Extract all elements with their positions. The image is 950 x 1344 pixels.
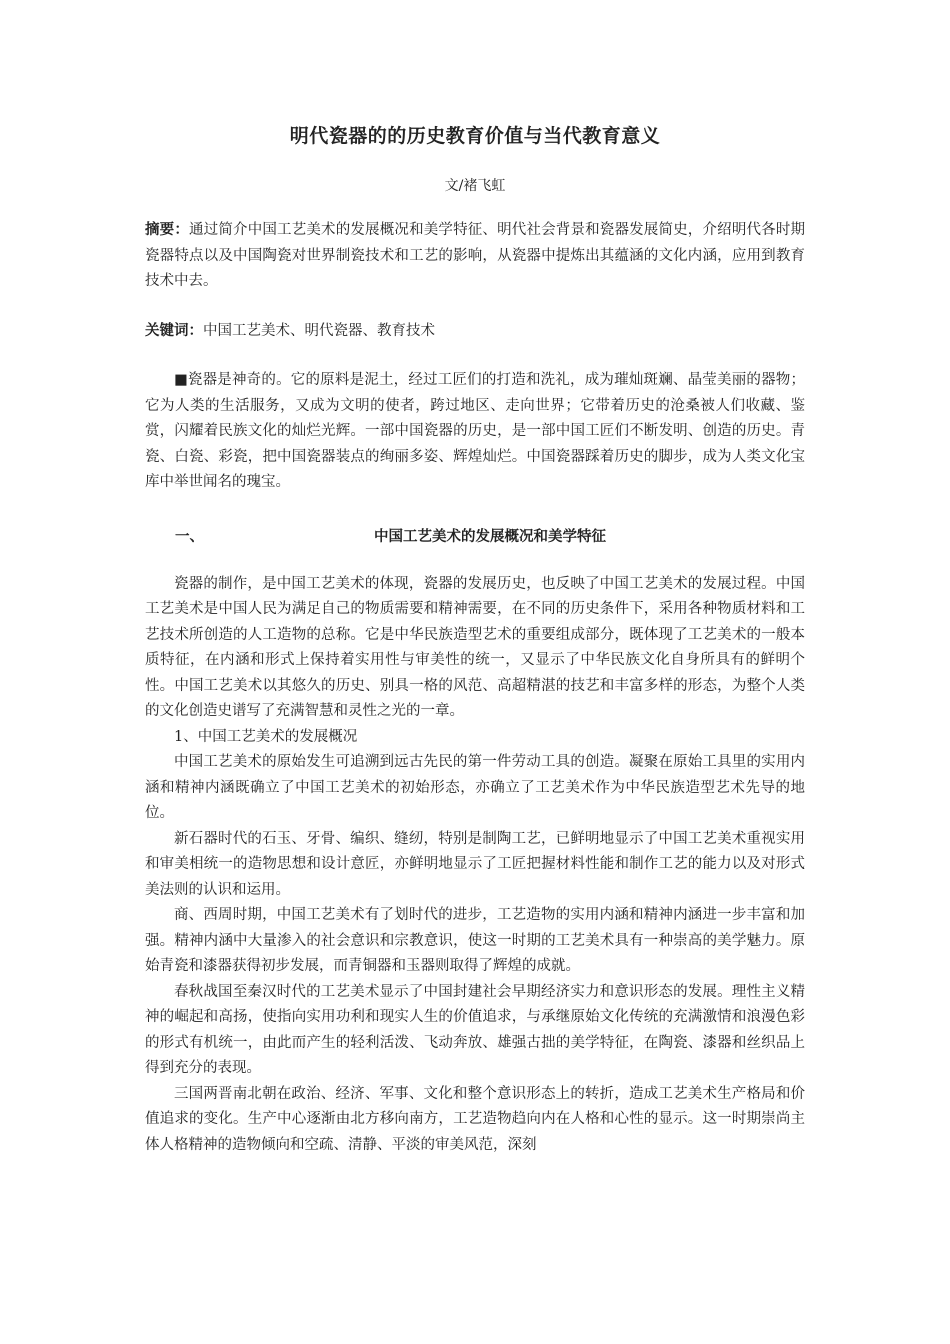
- section-intro-paragraph: 瓷器的制作，是中国工艺美术的体现，瓷器的发展历史，也反映了中国工艺美术的发展过程。中国工艺美术是中国人民为满足自己的物质需要和精神需要，在不同的历史条件下，采用各种物质材料和工艺技术所创造的人工造物的总称。它是中华民族造型艺术的重要组成部分，既体现了工艺美术的一般本质特征，在内涵和形式上保持着实用性与审美性的统一，又显示了中华民族文化自身所具有的鲜明个性。中国工艺美术以其悠久的历史、别具一格的风范、高超精湛的技艺和丰富多样的形态，为整个人类的文化创造史谱写了充满智慧和灵性之光的一章。: [145, 575, 805, 719]
- body-paragraph: 春秋战国至秦汉时代的工艺美术显示了中国封建社会早期经济实力和意识形态的发展。理性主义精神的崛起和高扬，使指向实用功利和现实人生的价值追求，与承继原始文化传统的充满激情和浪漫色彩的形式有机统一，由此而产生的轻利活泼、飞动奔放、雄强古拙的美学特征，在陶瓷、漆器和丝织品上得到充分的表现。: [145, 983, 805, 1076]
- abstract-label: 摘要：: [145, 222, 190, 238]
- subsection-heading: 1、中国工艺美术的发展概况: [174, 728, 358, 745]
- body-paragraph: 商、西周时期，中国工艺美术有了划时代的进步，工艺造物的实用内涵和精神内涵进一步丰富和加强。精神内涵中大量渗入的社会意识和宗教意识，使这一时期的工艺美术具有一种崇高的美学魅力。原始青瓷和漆器获得初步发展，而青铜器和玉器则取得了辉煌的成就。: [145, 907, 805, 974]
- abstract: [145, 218, 805, 295]
- body-paragraph: 三国两晋南北朝在政治、经济、军事、文化和整个意识形态上的转折，造成工艺美术生产格局和价值追求的变化。生产中心逐渐由北方移向南方，工艺造物趋向内在人格和心性的显示。这一时期崇尚主体人格精神的造物倾向和空疏、清静、平淡的审美风范，深刻: [145, 1085, 805, 1153]
- body-paragraph: 中国工艺美术的原始发生可追溯到远古先民的第一件劳动工具的创造。凝聚在原始工具里的实用内涵和精神内涵既确立了中国工艺美术的初始形态，亦确立了工艺美术作为中华民族造型艺术先导的地位。: [145, 754, 805, 821]
- section-heading: [145, 522, 805, 552]
- keywords-label: 关键词：: [145, 322, 203, 339]
- section-title: 中国工艺美术的发展概况和美学特征: [374, 528, 606, 545]
- author-line: 文/褚飞虹: [444, 178, 506, 194]
- section-number: 一、: [175, 528, 204, 545]
- document-title: 明代瓷器的的历史教育价值与当代教育意义: [289, 125, 661, 147]
- keywords-text: 中国工艺美术、明代瓷器、教育技术: [203, 322, 435, 339]
- document-page: [145, 120, 805, 1158]
- body-paragraph: 新石器时代的石玉、牙骨、编织、缝纫，特别是制陶工艺，已鲜明地显示了中国工艺美术重视实用和审美相统一的造物思想和设计意匠，亦鲜明地显示了工匠把握材料性能和制作工艺的能力以及对形式美法则的认识和运用。: [145, 830, 805, 898]
- intro-paragraph: ■瓷器是神奇的。它的原料是泥土，经过工匠们的打造和洗礼，成为璀灿斑斓、晶莹美丽的器物；它为人类的生活服务，又成为文明的使者，跨过地区、走向世界；它带着历史的沧桑被人们收藏、鉴赏，闪耀着民族文化的灿烂光辉。一部中国瓷器的历史，是一部中国工匠们不断发明、创造的历史。青瓷、白瓷、彩瓷，把中国瓷器装点的绚丽多姿、辉煌灿烂。中国瓷器踩着历史的脚步，成为人类文化宝库中举世闻名的瑰宝。: [145, 372, 805, 490]
- abstract-text: 通过简介中国工艺美术的发展概况和美学特征、明代社会背景和瓷器发展简史，介绍明代各时期瓷器特点以及中国陶瓷对世界制瓷技术和工艺的影响，从瓷器中提炼出其蕴涵的文化内涵，应用到教育技术中去。: [145, 222, 806, 289]
- keywords: [145, 319, 805, 345]
